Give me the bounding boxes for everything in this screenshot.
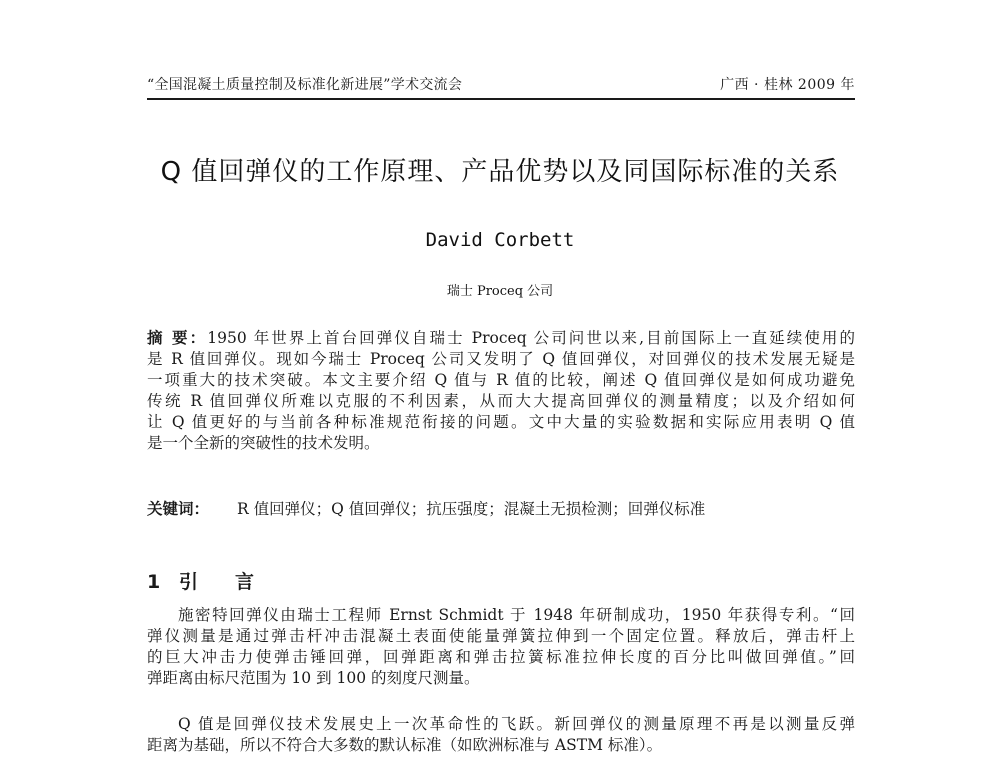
paper-title: Q 值回弹仪的工作原理、产品优势以及同国际标准的关系 [160, 157, 840, 187]
header-conference: “全国混凝土质量控制及标准化新进展”学术交流会 [147, 77, 463, 93]
keywords-text: R 值回弹仪；Q 值回弹仪；抗压强度；混凝土无损检测；回弹仪标准 [237, 500, 706, 518]
abstract-text: 1950 年世界上首台回弹仪自瑞士 Proceq 公司问世以来,目前国际上一直延续使用的 [207, 329, 855, 347]
header-location-year: 广西 · 桂林 2009 年 [720, 77, 855, 93]
paragraph-line: 施密特回弹仪由瑞士工程师 Ernst Schmidt 于 1948 年研制成功，1950 年获得专利。“回 [178, 606, 855, 624]
section-title-part2: 言 [235, 571, 255, 593]
abstract-line: 传统 R 值回弹仪所难以克服的不利因素，从而大大提高回弹仪的测量精度；以及介绍如何 [147, 392, 855, 410]
paragraph-2 [147, 714, 855, 756]
paragraph-1 [147, 605, 855, 689]
paragraph-line: Q 值是回弹仪技术发展史上一次革命性的飞跃。新回弹仪的测量原理不再是以测量反弹 [178, 715, 855, 733]
abstract-line [147, 328, 855, 349]
paragraph-line: 距离为基础，所以不符合大多数的默认标准（如欧洲标准与 ASTM 标准）。 [147, 736, 663, 754]
abstract-line: 让 Q 值更好的与当前各种标准规范衔接的问题。文中大量的实验数据和实际应用表明 Q 值 [147, 413, 855, 431]
keywords-label: 关键词： [147, 500, 210, 518]
abstract [147, 328, 855, 454]
running-header [147, 72, 855, 100]
paragraph-line: 的巨大冲击力使弹击锤回弹，回弹距离和弹击拉簧标准拉伸长度的百分比叫做回弹值。”回 [147, 648, 855, 666]
keywords [147, 497, 855, 519]
section-number: 1 [147, 571, 161, 593]
author-name: David Corbett [425, 229, 575, 251]
abstract-line: 一项重大的技术突破。本文主要介绍 Q 值与 R 值的比较，阐述 Q 值回弹仪是如何成功避免 [147, 371, 855, 389]
paragraph-line: 弹仪测量是通过弹击杆冲击混凝土表面使能量弹簧拉伸到一个固定位置。释放后，弹击杆上 [147, 627, 855, 645]
abstract-label: 摘 要： [147, 329, 208, 347]
abstract-line: 是 R 值回弹仪。现如今瑞士 Proceq 公司又发明了 Q 值回弹仪，对回弹仪的技术发展无疑是 [147, 350, 855, 368]
paragraph-line: 弹距离由标尺范围为 10 到 100 的刻度尺测量。 [147, 669, 480, 687]
section-title-part1: 引 [179, 571, 199, 593]
abstract-line: 是一个全新的突破性的技术发明。 [147, 434, 380, 452]
author-affiliation: 瑞士 Proceq 公司 [446, 284, 554, 299]
section-heading-introduction [147, 567, 254, 594]
